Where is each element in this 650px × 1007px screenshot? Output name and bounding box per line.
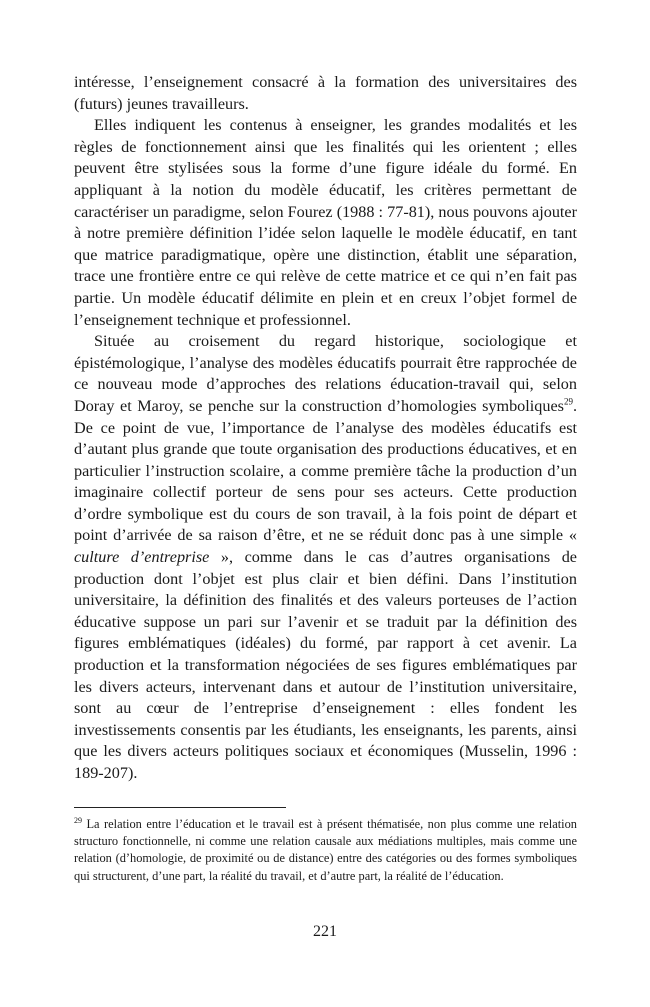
paragraph-continuation: intéresse, l’enseignement consacré à la formation des universitaires des (futurs) jeunes travailleurs. bbox=[74, 73, 577, 113]
footnote-text: La relation entre l’éducation et le travail est à présent thématisée, non plus comme une relation structuro fonctionnelle, ni comme une relation causale aux médiations multiples, mais comme une relation (d’homologie, de proximité ou de distance) entre des catégories ou des formes symboliques qui structurent, d’une part, la réalité du travail, et d’autre part, la réalité de l’éducation. bbox=[74, 817, 577, 883]
italic-phrase: culture d’entreprise bbox=[74, 548, 210, 567]
page-number: 221 bbox=[313, 923, 337, 940]
paragraph-text-part1: Située au croisement du regard historique, sociologique et épistémologique, l’analyse des modèles éducatifs pourrait être rapprochée de ce nouveau mode d’approches des relations éducation-travail qui, selon Doray et Maroy, se penche sur la construction d’homologies symboliques bbox=[74, 332, 577, 415]
footnote-number: 29 bbox=[74, 815, 82, 825]
main-text bbox=[74, 72, 577, 785]
paragraph-text-part3: », comme dans le cas d’autres organisations de production dont l’objet est plus clair et bien défini. Dans l’institution universitaire, la définition des finalités et des valeurs porteuses de l’action éducative suppose un pari sur l’avenir et se traduit par la définition des figures emblématiques (idéales) du formé, par rapport à cet avenir. La production et la transformation négociées de ses figures emblématiques par les divers acteurs, intervenant dans et autour de l’institution universitaire, sont au cœur de l’entreprise d’enseignement : elles fondent les investissements consentis par les étudiants, les enseignants, les parents, ainsi que les divers acteurs politiques sociaux et économiques (Musselin, 1996 : 189-207). bbox=[74, 548, 577, 782]
paragraph-matrix-definition: Elles indiquent les contenus à enseigner, les grandes modalités et les règles de fonctionnement ainsi que les finalités qui les orientent ; elles peuvent être stylisées sous la forme d’une figure idéale du formé. En appliquant à la notion du modèle éducatif, les critères permettant de caractériser un paradigme, selon Fourez (1988 : 77-81), nous pouvons ajouter à notre première définition l’idée selon laquelle le modèle éducatif, en tant que matrice paradigmatique, opère une distinction, établit une séparation, trace une frontière entre ce qui relève de cette matrice et ce qui n’en fait pas partie. Un modèle éducatif délimite en plein et en creux l’objet formel de l’enseignement technique et professionnel. bbox=[74, 116, 577, 329]
footnote-separator bbox=[74, 807, 286, 808]
footnote-reference[interactable]: 29 bbox=[563, 396, 573, 407]
paragraph-text-part2: . De ce point de vue, l’importance de l’analyse des modèles éducatifs est d’autant plus grande que toute organisation des productions éducatives, et en particulier l’instruction scolaire, a comme première tâche la production d’un imaginaire collectif porteur de sens pour ses acteurs. Cette production d’ordre symbolique est du cours de son travail, à la fois point de départ et point d’arrivée de sa raison d’être, et ne se réduit donc pas à une simple « bbox=[74, 396, 577, 545]
footnote bbox=[74, 816, 577, 885]
paragraph-educational-models bbox=[74, 331, 577, 784]
